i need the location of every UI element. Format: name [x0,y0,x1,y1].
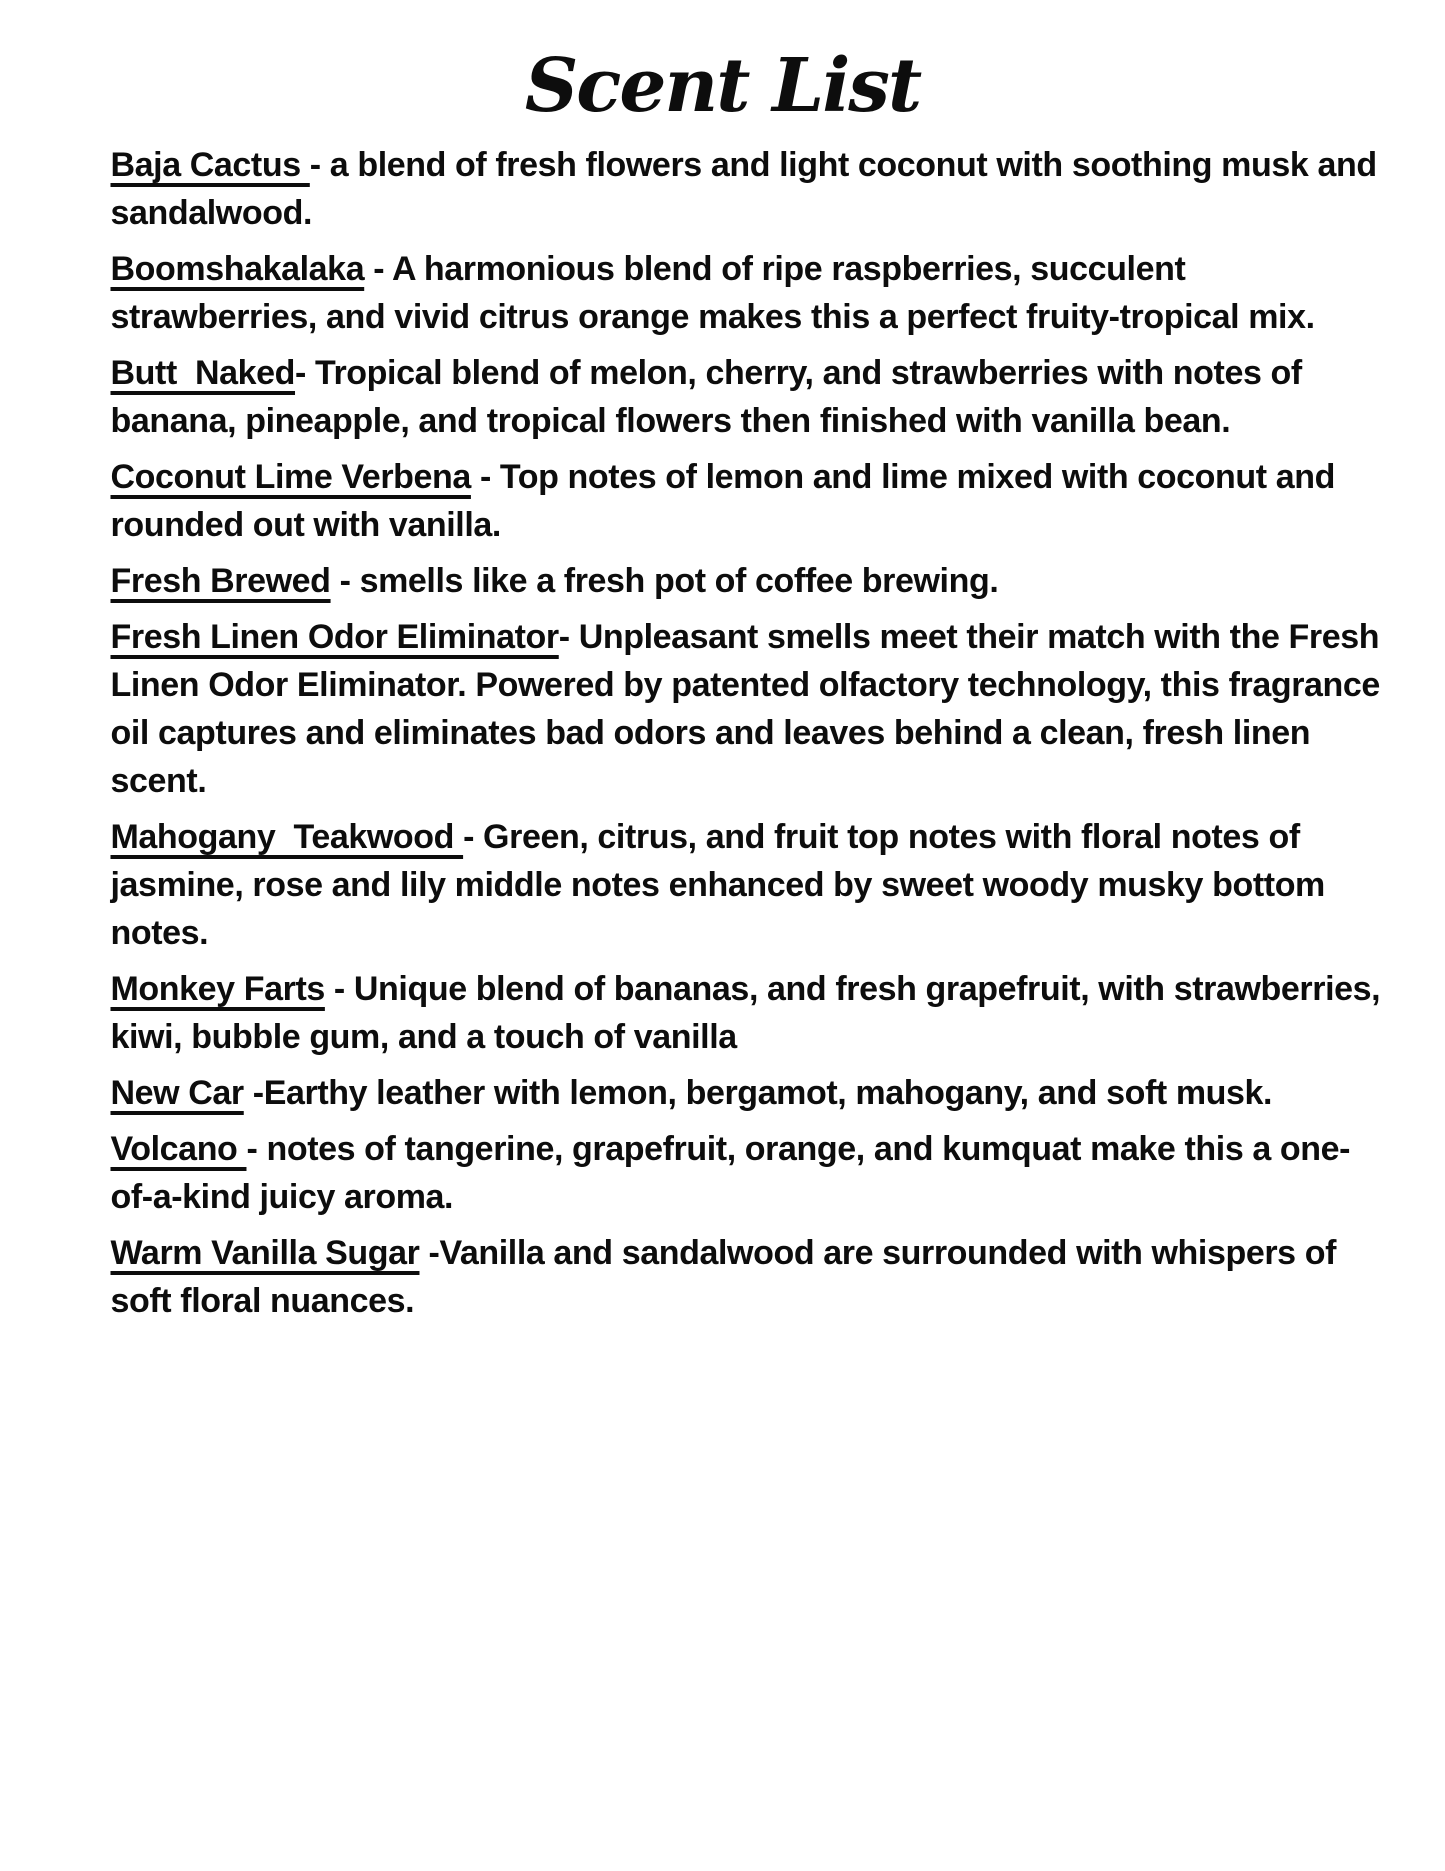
scent-description: - Unique blend of bananas, and fresh grapefruit, with strawberries, kiwi, bubble gum, and a touch of vanilla [110,970,1390,1057]
scent-name: Fresh Brewed [110,562,331,601]
scent-description: - A harmonious blend of ripe raspberries, succulent strawberries, and vivid citrus orange makes this a perfect fruity-tropical mix. [110,250,1315,337]
scent-description: - Tropical blend of melon, cherry, and strawberries with notes of banana, pineapple, and tropical flowers then finished with vanilla bean. [110,354,1311,441]
page-title: Scent List [524,43,921,129]
scent-entry [111,1229,1391,1325]
scent-name: Warm Vanilla Sugar [110,1234,420,1273]
scent-entry [111,1069,1391,1117]
scent-entry [111,141,1391,237]
scent-description: -Vanilla and sandalwood are surrounded with whispers of soft floral nuances. [110,1234,1346,1321]
scent-list [55,141,1391,1325]
scent-entry [111,349,1391,445]
scent-entry [111,1125,1391,1221]
scent-entry [111,245,1391,341]
scent-description: - Top notes of lemon and lime mixed with coconut and rounded out with vanilla. [110,458,1345,545]
scent-name: Boomshakalaka [110,250,365,289]
scent-name: Volcano [110,1130,247,1169]
scent-entry [111,453,1391,549]
scent-name: Fresh Linen Odor Eliminator [110,618,559,657]
scent-description: - smells like a fresh pot of coffee brewing. [330,562,999,601]
scent-name: Butt Naked [110,354,296,393]
scent-name: Baja Cactus [110,146,310,185]
scent-description: -Earthy leather with lemon, bergamot, mahogany, and soft musk. [243,1074,1273,1113]
scent-name: Monkey Farts [110,970,325,1009]
scent-name: New Car [110,1074,244,1113]
scent-name: Mahogany Teakwood [110,818,464,857]
scent-description: - Unpleasant smells meet their match with the Fresh Linen Odor Eliminator. Powered by patented olfactory technology, this fragrance oil captures and eliminates bad odors and leaves behind a clean, fresh linen scent. [110,618,1389,801]
scent-description: - notes of tangerine, grapefruit, orange, and kumquat make this a one-of-a-kind juicy aroma. [110,1130,1351,1217]
scent-description: - Green, citrus, and fruit top notes with floral notes of jasmine, rose and lily middle notes enhanced by sweet woody musky bottom notes. [110,818,1334,953]
scent-entry [111,613,1391,805]
scent-entry [111,813,1391,957]
scent-description: - a blend of fresh flowers and light coconut with soothing musk and sandalwood. [110,146,1386,233]
scent-entry [111,557,1391,605]
scent-name: Coconut Lime Verbena [110,458,471,497]
scent-entry [111,965,1391,1061]
